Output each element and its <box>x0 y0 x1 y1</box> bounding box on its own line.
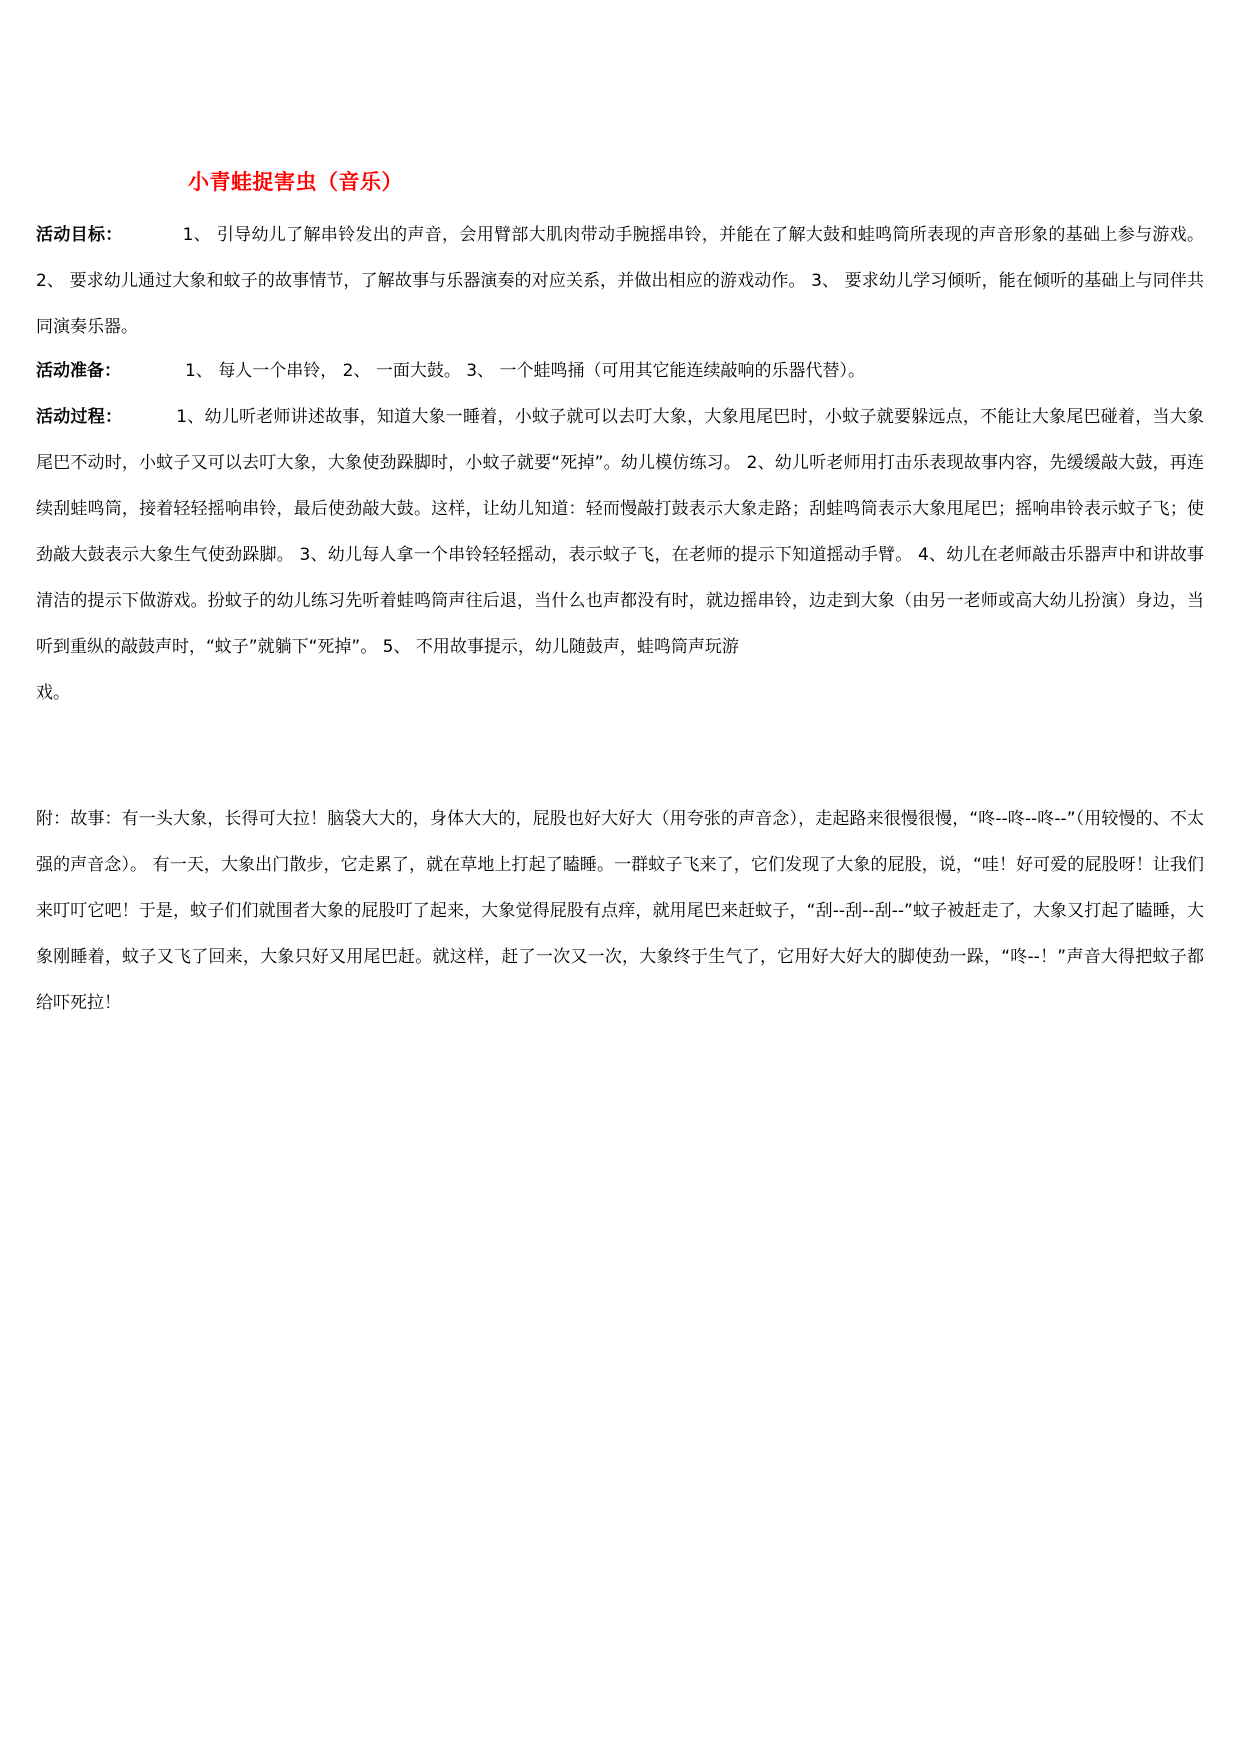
activity-process-section <box>36 394 1204 716</box>
activity-process-text-end: 戏。 <box>36 683 70 703</box>
activity-goal-label: 活动目标： <box>36 225 123 245</box>
activity-process-text: 1、幼儿听老师讲述故事，知道大象一睡着，小蚊子就可以去叮大象，大象甩尾巴时，小蚊子就要躲远点，不能让大象尾巴碰着，当大象尾巴不动时，小蚊子又可以去叮大象，大象使劲跺脚时，小蚊子就要“死掉”。幼儿模仿练习。 2、幼儿听老师用打击乐表现故事内容，先缓缓敲大鼓，再连续刮蛙鸣筒，接着轻轻摇响串铃，最后使劲敲大鼓。这样，让幼儿知道：轻而慢敲打鼓表示大象走路；刮蛙鸣筒表示大象甩尾巴；摇响串铃表示蚊子飞；使劲敲大鼓表示大象生气使劲跺脚。 3、幼儿每人拿一个串铃轻轻摇动，表示蚊子飞，在老师的提示下知道摇动手臂。 4、幼儿在老师敲击乐器声中和讲故事清洁的提示下做游戏。扮蚊子的幼儿练习先听着蛙鸣筒声往后退，当什么也声都没有时，就边摇串铃，边走到大象（由另一老师或高大幼儿扮演）身边，当听到重纵的敲鼓声时，“蚊子”就躺下“死掉”。 5、 不用故事提示，幼儿随鼓声，蛙鸣筒声玩游 <box>36 407 1204 657</box>
activity-prep-section <box>36 348 1204 394</box>
activity-goal-section <box>36 212 1204 350</box>
activity-prep-label: 活动准备： <box>36 361 121 381</box>
activity-process-label: 活动过程： <box>36 407 123 427</box>
activity-prep-text: 1、 每人一个串铃， 2、 一面大鼓。 3、 一个蛙鸣捅（可用其它能连续敲响的乐器代替）。 <box>185 361 865 381</box>
activity-goal-text: 1、 引导幼儿了解串铃发出的声音，会用臂部大肌肉带动手腕摇串铃，并能在了解大鼓和蛙鸣筒所表现的声音形象的基础上参与游戏。 2、 要求幼儿通过大象和蚊子的故事情节，了解故事与乐器演奏的对应关系，并做出相应的游戏动作。 3、 要求幼儿学习倾听，能在倾听的基础上与同伴共同演奏乐器。 <box>36 225 1204 337</box>
appendix-story: 附：故事：有一头大象，长得可大拉！脑袋大大的，身体大大的，屁股也好大好大（用夸张的声音念），走起路来很慢很慢，“咚--咚--咚--”（用较慢的、不太强的声音念）。 有一天，大象出门散步，它走累了，就在草地上打起了瞌睡。一群蚊子飞来了，它们发现了大象的屁股，说，“哇！好可爱的屁股呀！让我们来叮叮它吧！于是，蚊子们们就围者大象的屁股叮了起来，大象觉得屁股有点痒，就用尾巴来赶蚊子，“刮--刮--刮--”蚊子被赶走了，大象又打起了瞌睡，大象刚睡着，蚊子又飞了回来，大象只好又用尾巴赶。就这样，赶了一次又一次，大象终于生气了，它用好大好大的脚使劲一跺，“咚--！”声音大得把蚊子都给吓死拉！ <box>36 809 1204 1013</box>
document-title: 小青蛙捉害虫（音乐） <box>188 170 403 194</box>
